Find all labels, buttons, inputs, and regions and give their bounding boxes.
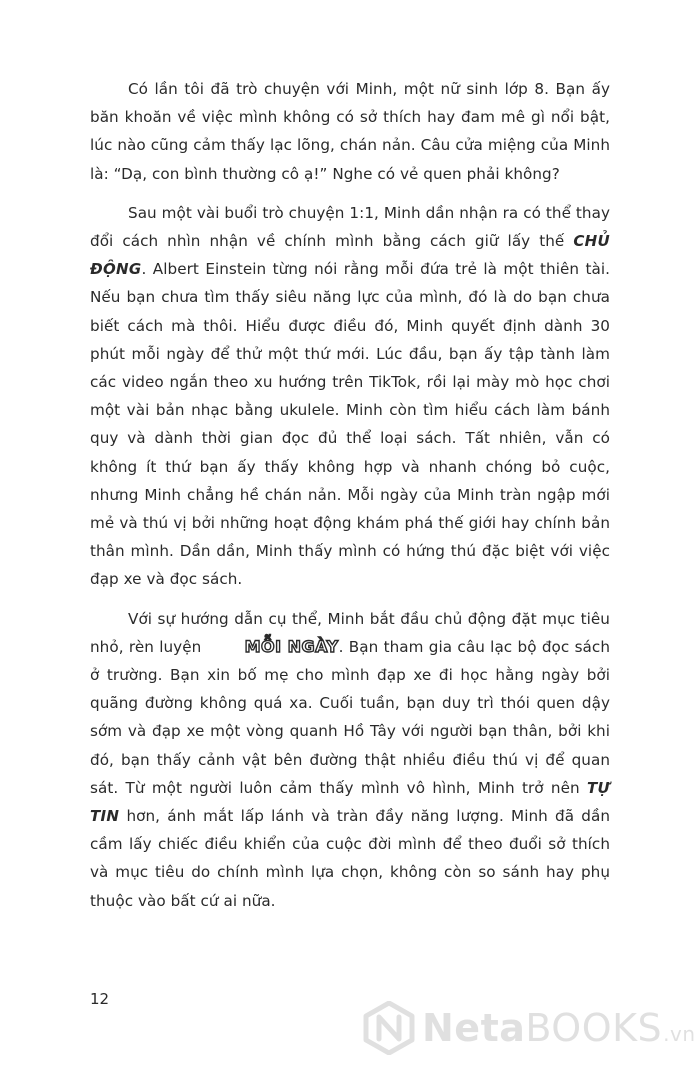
highlight-moi-ngay: MỖI NGÀY — [244, 636, 339, 656]
watermark-brand-bold: Neta — [422, 1006, 526, 1050]
paragraph-3 — [90, 605, 610, 915]
paragraph-3-text-start: Với sự hướng dẫn cụ thể, Minh bắt đầu chủ động đặt mục tiêu nhỏ, rèn luyện — [90, 609, 610, 656]
watermark-brand-suffix: .vn — [663, 1022, 696, 1046]
paragraph-1-text: Có lần tôi đã trò chuyện với Minh, một nữ sinh lớp 8. Bạn ấy băn khoăn về việc mình không có sở thích hay đam mê gì nổi bật, lúc nào cũng cảm thấy lạc lõng, chán nản. Câu cửa miệng của Minh là: “Dạ, con bình thường cô ạ!” Nghe có vẻ quen phải không? — [90, 80, 610, 183]
watermark-brand-regular: BOOKS — [525, 1006, 663, 1050]
paragraph-2 — [90, 199, 610, 594]
paragraph-2-text-end: . Albert Einstein từng nói rằng mỗi đứa trẻ là một thiên tài. Nếu bạn chưa tìm thấy siêu năng lực của mình, đó là do bạn chưa biết cách mà thôi. Hiểu được điều đó, Minh quyết định dành 30 phút mỗi ngày để thử một thứ mới. Lúc đầu, bạn ấy tập tành làm các video ngắn theo xu hướng trên TikTok, rồi lại mày mò học chơi một vài bản nhạc bằng ukulele. Minh còn tìm hiểu cách làm bánh quy và dành thời gian đọc đủ thể loại sách. Tất nhiên, vẫn có không ít thứ bạn ấy thấy không hợp và nhanh chóng bỏ cuộc, nhưng Minh chẳng hề chán nản. Mỗi ngày của Minh tràn ngập mới mẻ và thú vị bởi những hoạt động khám phá thế giới hay chính bản thân mình. Dần dần, Minh thấy mình có hứng thú đặc biệt với việc đạp xe và đọc sách. — [90, 260, 610, 589]
page-body — [90, 75, 610, 926]
paragraph-3-text-middle: . Bạn tham gia câu lạc bộ đọc sách ở trường. Bạn xin bố mẹ cho mình đạp xe đi học hằng ngày bởi quãng đường không quá xa. Cuối tuần, bạn duy trì thói quen dậy sớm và đạp xe một vòng quanh Hồ Tây với người bạn thân, bởi khi đó, bạn thấy cảnh vật bên đường thật nhiều điều thú vị để quan sát. Từ một người luôn cảm thấy mình vô hình, Minh trở nên — [90, 637, 610, 797]
page-number: 12 — [90, 990, 110, 1008]
paragraph-3-text-end: hơn, ánh mắt lấp lánh và tràn đầy năng lượng. Minh đã dần cầm lấy chiếc điều khiển của cuộc đời mình để theo đuổi sở thích và mục tiêu do chính mình lựa chọn, không còn so sánh hay phụ thuộc vào bất cứ ai nữa. — [90, 807, 610, 910]
netabooks-logo-icon — [362, 1001, 416, 1055]
paragraph-2-text-start: Sau một vài buổi trò chuyện 1:1, Minh dần nhận ra có thể thay đổi cách nhìn nhận về chính mình bằng cách giữ lấy thế — [90, 203, 610, 251]
watermark — [362, 998, 696, 1058]
paragraph-1 — [90, 75, 610, 188]
highlight-chu-dong: CHỦ ĐỘNG — [90, 232, 610, 279]
highlight-tu-tin: TỰ TIN — [90, 778, 610, 826]
watermark-brand — [422, 1006, 696, 1050]
